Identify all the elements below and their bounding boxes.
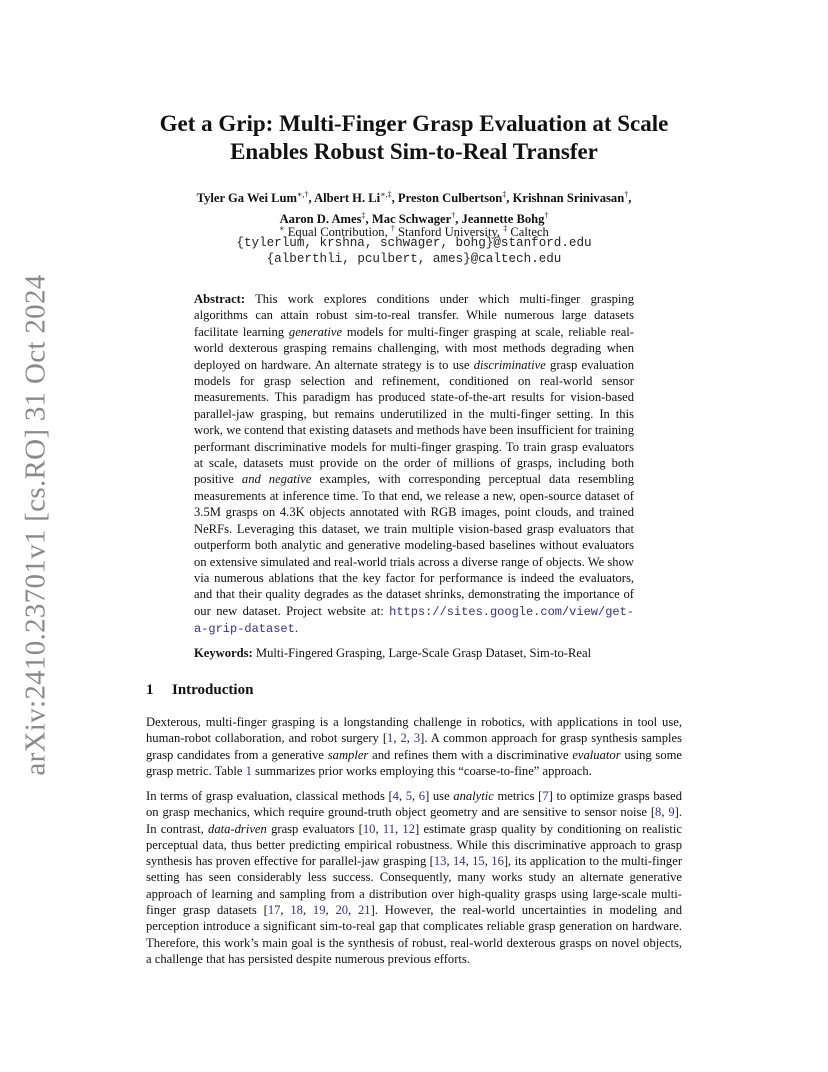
paragraph-text: , [412, 789, 419, 803]
abstract [194, 291, 634, 638]
abstract-emphasis: and negative [241, 472, 312, 487]
table-reference-link[interactable]: 1 [245, 763, 252, 778]
citation-link[interactable]: 13 [433, 854, 447, 869]
abstract-emphasis: generative [288, 324, 343, 339]
keywords-label: Keywords: [194, 646, 253, 660]
paragraph-text: , [465, 854, 473, 869]
paragraph-text: summarizes prior works employing this “coarse-to-fine” approach. [251, 763, 592, 778]
intro-paragraph-2 [146, 788, 682, 967]
paragraph-text: , [446, 854, 453, 869]
paragraph-text: ] estimate grasp quality by conditioning on realistic perceptual data, thus better predicting empirical robustness. While this discriminative approach to grasp synthesis has proven effective for parallel-jaw grasping [ [146, 821, 683, 869]
citation-link[interactable]: 1 [387, 731, 394, 746]
section-heading-introduction [146, 681, 253, 699]
citation-link[interactable]: 20 [335, 903, 349, 918]
paragraph-emphasis: data-driven [208, 821, 267, 836]
abstract-text: . [294, 621, 298, 636]
citation-link[interactable]: 21 [358, 903, 371, 918]
citation-link[interactable]: 11 [382, 821, 395, 836]
keywords [194, 645, 634, 661]
citation-link[interactable]: 12 [402, 821, 416, 836]
section-title: Introduction [172, 682, 254, 698]
paragraph-text: metrics [ [493, 789, 543, 803]
affiliation-text: Equal Contribution, [284, 225, 391, 240]
citation-link[interactable]: 15 [472, 854, 485, 869]
arxiv-sidebar [14, 274, 58, 776]
affiliation-mark: † [390, 224, 395, 233]
citation-link[interactable]: 8 [655, 805, 662, 820]
paragraph-text: , [375, 821, 383, 836]
paragraph-emphasis: sampler [327, 747, 369, 762]
author-mark: † [624, 190, 629, 199]
citation-link[interactable]: 16 [491, 854, 504, 869]
abstract-text: models for multi-finger grasping at scale, reliable real-world dexterous grasping remains challenging, with most methods degrading when deployed on hardware. An alternate strategy is to use [194, 324, 634, 372]
paragraph-text: , [398, 789, 406, 803]
paragraph-text: ] to optimize grasps based on grasp mechanics, which require ground-truth object geometry and are sensitive to sensor noise [ [146, 789, 682, 820]
paragraph-text: , [325, 903, 336, 918]
affiliation-text: Caltech [507, 225, 549, 240]
author-mark: † [451, 211, 456, 221]
author-mark: ∗,‡ [380, 190, 392, 199]
keywords-text: Multi-Fingered Grasping, Large-Scale Grasp Dataset, Sim-to-Real [252, 646, 592, 660]
author-list: Tyler Ga Wei Lum∗,†, Albert H. Li∗,‡, Preston Culbertson‡, Krishnan Srinivasan†, Aaron D. Ames‡, Mac Schwager†, Jeannette Bohg† [196, 190, 632, 227]
citation-link[interactable]: 17 [267, 903, 281, 918]
citation-link[interactable]: 10 [362, 821, 376, 836]
paragraph-text: ], its application to the multi-finger setting has seen considerably less success. Consequently, many works study an alternate generative approach of learning and sampling from a distribution over high-quality grasps using large-scale multi-finger grasp datasets [ [146, 854, 683, 918]
author-mark: † [544, 211, 549, 221]
abstract-label: Abstract: [194, 292, 246, 306]
paragraph-emphasis: evaluator [572, 747, 621, 762]
paragraph-text: , [302, 903, 313, 918]
citation-link[interactable]: 7 [542, 789, 549, 803]
arxiv-stamp: arXiv:2410.23701v1 [cs.RO] 31 Oct 2024 [19, 274, 52, 776]
citation-link[interactable]: 18 [290, 903, 303, 918]
email-line-stanford: {tylerlum, krshna, schwager, bohg}@stanford.edu [236, 236, 592, 250]
abstract-text: grasp evaluation models for grasp selection and refinement, conditioned on real-world sensor measurements. This paradigm has produced state-of-the-art results for vision-based parallel-jaw grasping, but remains underutilized in the multi-finger setting. In this work, we contend that existing datasets and methods have been insufficient for training performant discriminative models for multi-finger grasping. To train grasp evaluators at scale, datasets must provide on the order of millions of grasps, including both positive [194, 357, 634, 487]
paragraph-text: , [395, 821, 403, 836]
author-mark: ‡ [361, 211, 366, 221]
author-mark: ∗,† [297, 190, 309, 199]
project-website-link[interactable]: https://sites.google.com/view/get-a-grip-dataset [194, 604, 634, 637]
section-number: 1 [146, 682, 154, 698]
paragraph-text: grasp evaluators [ [266, 821, 363, 836]
author-name: Tyler Ga Wei Lum [196, 191, 298, 206]
citation-link[interactable]: 3 [413, 731, 421, 746]
title-line-1: Get a Grip: Multi-Finger Grasp Evaluation at Scale [159, 111, 669, 136]
abstract-text: This work explores conditions under which multi-finger grasping algorithms can attain robust sim-to-real transfer. While numerous large datasets facilitate learning [194, 292, 634, 339]
title-line-2: Enables Robust Sim-to-Real Transfer [230, 139, 598, 164]
paragraph-text: , [393, 731, 401, 746]
paragraph-text: ]. In contrast, [146, 805, 682, 836]
author-name: Preston Culbertson [397, 191, 503, 206]
author-name: Krishnan Srinivasan [512, 191, 625, 206]
paragraph-text: using some grasp metric. Table [146, 747, 683, 778]
author-name: Albert H. Li [314, 191, 381, 206]
paragraph-text: , [484, 854, 492, 869]
intro-paragraph-1 [146, 714, 682, 779]
paragraph-text: ] use [425, 789, 454, 803]
citation-link[interactable]: 19 [312, 903, 326, 918]
paragraph-text: ]. However, the real-world uncertainties in modeling and perception introduce a significant sim-to-real gap that complicates reliable grasp generation on hardware. Therefore, this work’s main goal is the synthesis of robust, real-world dexterous grasps on novel objects, a challenge that has persisted despite numerous previous efforts. [146, 903, 683, 966]
email-line-caltech: {alberthli, pculbert, ames}@caltech.edu [266, 252, 562, 266]
affiliation-text: Stanford University, [394, 225, 504, 240]
paragraph-text: , [661, 805, 669, 820]
citation-link[interactable]: 5 [405, 789, 413, 803]
author-mark: ‡ [502, 190, 507, 199]
author-name: Mac Schwager [371, 212, 452, 227]
abstract-emphasis: discriminative [473, 357, 546, 372]
paragraph-text: , [406, 731, 414, 746]
paragraph-text: , [280, 903, 291, 918]
paragraph-text: Dexterous, multi-finger grasping is a longstanding challenge in robotics, with applications in tool use, human-robot collaboration, and robot surgery [ [146, 715, 682, 746]
paragraph-text: and refines them with a discriminative [368, 747, 573, 762]
citation-link[interactable]: 2 [400, 731, 407, 746]
citation-link[interactable]: 14 [452, 854, 466, 869]
affiliation-mark: ‡ [503, 224, 508, 233]
paragraph-text: , [348, 903, 358, 918]
paper-title [120, 110, 708, 166]
citation-link[interactable]: 4 [392, 789, 399, 803]
paragraph-emphasis: analytic [453, 789, 494, 803]
affiliation-mark: ∗ [279, 224, 285, 233]
paragraph-text: ]. A common approach for grasp synthesis samples grasp candidates from a generative [146, 731, 682, 762]
abstract-text: examples, with corresponding perceptual data resembling measurements at inference time. To that end, we release a new, open-source dataset of 3.5M grasps on 4.3K objects annotated with RGB images, point clouds, and trained NeRFs. Leveraging this dataset, we train multiple vision-based grasp evaluators that outperform both analytic and generative modeling-based baselines without evaluators on extensive simulated and real-world trials across a diverse range of objects. We show via numerous ablations that the key factor for performance is indeed the evaluators, and that their quality degrades as the dataset shrinks, demonstrating the importance of our new dataset. Project website at: [194, 472, 634, 618]
paragraph-text: In terms of grasp evaluation, classical methods [ [146, 789, 393, 803]
citation-link[interactable]: 6 [418, 789, 426, 803]
author-name: Aaron D. Ames [279, 212, 362, 227]
author-name: Jeannette Bohg [461, 212, 545, 227]
citation-link[interactable]: 9 [668, 805, 675, 820]
